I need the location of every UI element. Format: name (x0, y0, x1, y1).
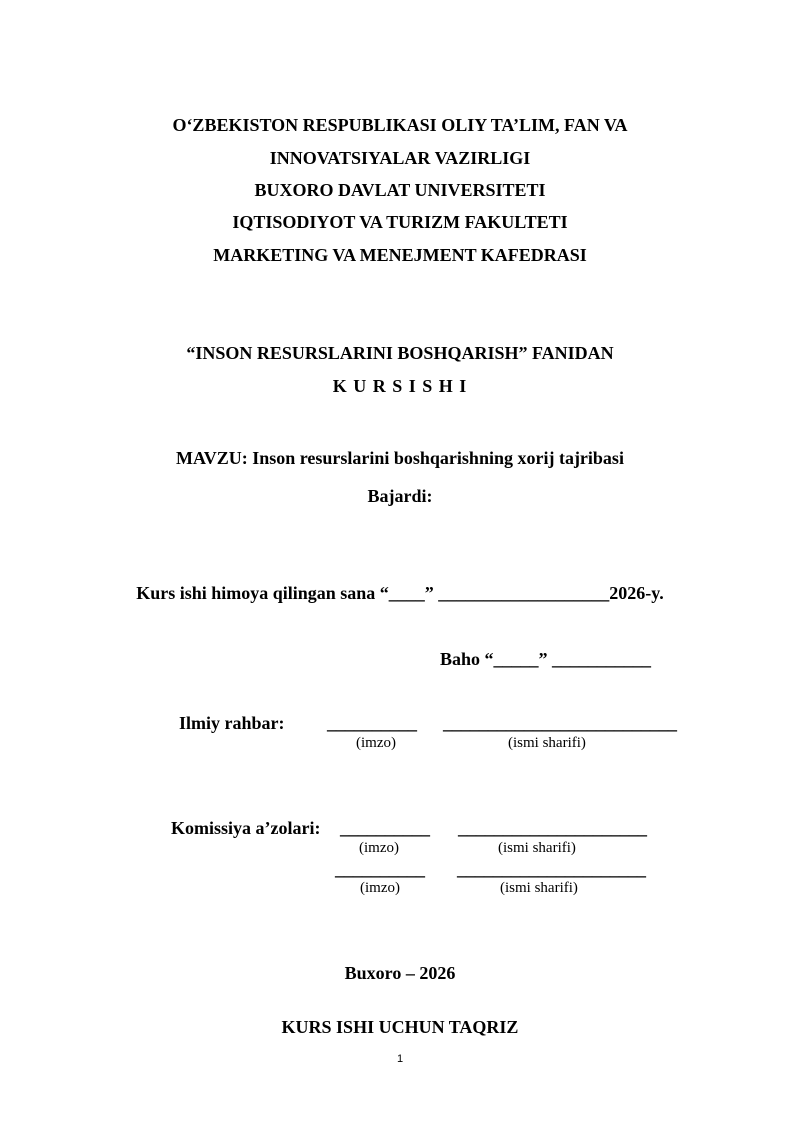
supervisor-signature-line: __________ (327, 713, 417, 733)
commission-name-line-1: _____________________ (458, 818, 647, 838)
commission-signature-line-2: __________ (335, 859, 425, 879)
commission-signature-caption-2: (imzo) (360, 880, 400, 896)
topic-line: MAVZU: Inson resurslarini boshqarishning xorij tajribasi (176, 448, 624, 468)
commission-signature-caption-1: (imzo) (359, 840, 399, 856)
supervisor-label: Ilmiy rahbar: (179, 713, 285, 733)
grade-line: Baho “_____” ___________ (440, 649, 652, 669)
department-name: MARKETING VA MENEJMENT KAFEDRASI (213, 245, 587, 265)
commission-name-caption-2: (ismi sharifi) (500, 880, 578, 896)
review-title: KURS ISHI UCHUN TAQRIZ (281, 1017, 519, 1037)
supervisor-name-caption: (ismi sharifi) (508, 735, 586, 751)
work-type-title: K U R S I S H I (332, 376, 468, 396)
defense-date-line: Kurs ishi himoya qilingan sana “____” ___________________2026-y. (136, 583, 664, 603)
commission-name-caption-1: (ismi sharifi) (498, 840, 576, 856)
supervisor-name-line: __________________________ (443, 713, 677, 733)
subject-title: “INSON RESURSLARINI BOSHQARISH” FANIDAN (186, 343, 614, 363)
commission-signature-line-1: __________ (340, 818, 430, 838)
ministry-title-line1: O‘ZBEKISTON RESPUBLIKASI OLIY TA’LIM, FAN VA (172, 115, 628, 135)
commission-label: Komissiya a’zolari: (171, 818, 321, 838)
faculty-name: IQTISODIYOT VA TURIZM FAKULTETI (232, 212, 568, 232)
performer-label: Bajardi: (367, 486, 433, 506)
university-name: BUXORO DAVLAT UNIVERSITETI (254, 180, 546, 200)
place-year: Buxoro – 2026 (344, 963, 456, 983)
commission-name-line-2: _____________________ (457, 859, 646, 879)
ministry-title-line2: INNOVATSIYALAR VAZIRLIGI (269, 148, 531, 168)
page-number: 1 (396, 1053, 404, 1065)
supervisor-signature-caption: (imzo) (356, 735, 396, 751)
